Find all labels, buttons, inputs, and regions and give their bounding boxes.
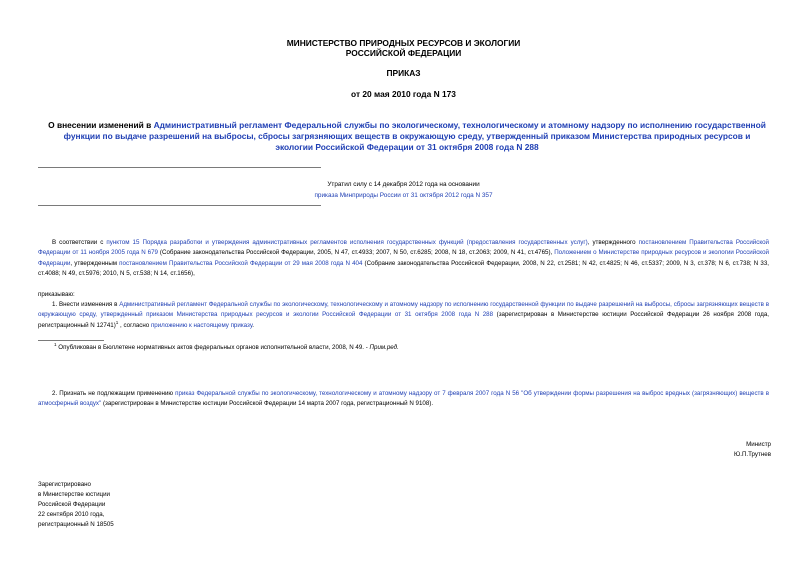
government-decree-679-link[interactable]: постановлением Правительства Российской Федерации от 11 ноября 2005 года N 679 [38,239,769,257]
divider-top [38,167,321,168]
preamble-text: , утвержденного [587,239,639,246]
registration-number: регистрационный N 18505 [38,521,114,528]
appendix-link[interactable]: приложению к настоящему приказу [150,321,253,329]
footnote-ref[interactable]: 1 [115,319,119,325]
footnote-editor-note: Прим.ред. [369,344,399,351]
order-word: приказываю: [38,291,75,298]
registration-date: 22 сентября 2010 года, [38,511,105,518]
item-1-text: , согласно [118,321,151,329]
procedure-clause-link[interactable]: пунктом 15 Порядка разработки и утверждения административных регламентов исполнения государственных функций (предоставления государственных услуг) [106,239,588,246]
item-1-text: 1. Внести изменения в [52,301,120,308]
preamble-text: , утвержденным [70,259,120,267]
registration-line-1: Зарегистрировано [38,481,91,488]
expired-note: Утратил силу с 14 декабря 2012 года на основании [327,181,480,188]
preamble-text: (Собрание законодательства Российской Федерации, 2008, N 22, ст.2581; N 42, ст.4825; N 46, ст.5337; 2009, N 3, ст.378; N 6, ст.738; N 33, ст.4088; N 49, ст.5976; 2010, N 5, ст.538; N 14, ст.1656), [38,259,769,278]
item-1-text: (зарегистрирован в Министерстве юстиции Российской Федерации 26 ноября 2008 года, регистрационный N 12741) [38,311,770,329]
item-2-paragraph [38,389,769,410]
title-prefix: О внесении изменений в [48,120,154,130]
preamble-text: (Собрание законодательства Российской Федерации, 2005, N 47, ст.4933; 2007, N 50, ст.6285; 2008, N 18, ст.2063; 2009, N 41, ст.4765), [158,249,555,257]
footnote-text: Опубликован в Бюллетене нормативных актов федеральных органов исполнительной власти, 2008, N 49. - [56,344,370,351]
preamble-paragraph [38,238,769,280]
divider-bottom [38,205,321,206]
rostekhnadzor-order-56-link[interactable]: приказ Федеральной службы по экологическому, технологическому и атомному надзору от 7 февраля 2007 года N 56 "Об утверждении формы разрешения на выброс вредных (загрязняющих) веществ в атмосферный воздух" [38,390,769,408]
preamble-text: В соответствии с [52,239,107,246]
administrative-regulation-link[interactable]: Административный регламент Федеральной службы по экологическому, технологическому и атомному надзору по исполнению государственной функции по выдаче разрешений на выбросы, сбросы загрязняющих веществ в окружающую среду, утвержденный приказом Министерства природных ресурсов и экологии Российской Федерации от 31 октября 2008 года N 288 [38,301,769,319]
item-1-text: . [252,321,255,329]
footnote-divider [38,340,104,341]
document-date-number: от 20 мая 2010 года N 173 [351,89,456,99]
item-2-text: 2. Признать не подлежащим применению [52,390,176,397]
footnote-mark: 1 [54,341,57,347]
item-2-text: (зарегистрирован в Министерстве юстиции Российской Федерации 14 марта 2007 года, регистрационный N 9108). [101,400,434,408]
footnote [54,343,399,353]
title-regulation-link[interactable]: Административный регламент Федеральной службы по экологическому, технологическому и атомному надзору по исполнению государственной функции по выдаче разрешений на выбросы, сбросы загрязняющих веществ в окружающую среду, утвержденный приказом Министерства природных ресурсов и экологии Российской Федерации от 31 октября 2008 года N 288 [63,120,766,152]
registration-line-3: Российской Федерации [38,501,106,508]
signatory-name: Ю.П.Трутнев [733,451,771,458]
ministry-regulation-link[interactable]: Положением о Министерстве природных ресурсов и экологии Российской Федерации [38,249,769,267]
document-type: ПРИКАЗ [386,68,421,78]
signatory-position: Министр [746,441,771,448]
item-1-paragraph [38,300,769,331]
ministry-name-line1: МИНИСТЕРСТВО ПРИРОДНЫХ РЕСУРСОВ И ЭКОЛОГИИ [286,38,521,48]
document-title [48,120,766,153]
ministry-name-line2: РОССИЙСКОЙ ФЕДЕРАЦИИ [345,48,462,58]
government-decree-404-link[interactable]: постановлением Правительства Российской Федерации от 29 мая 2008 года N 404 [119,259,363,267]
registration-line-2: в Министерстве юстиции [38,491,111,498]
expired-order-link[interactable]: приказа Минприроды России от 31 октября 2012 года N 357 [314,192,493,199]
